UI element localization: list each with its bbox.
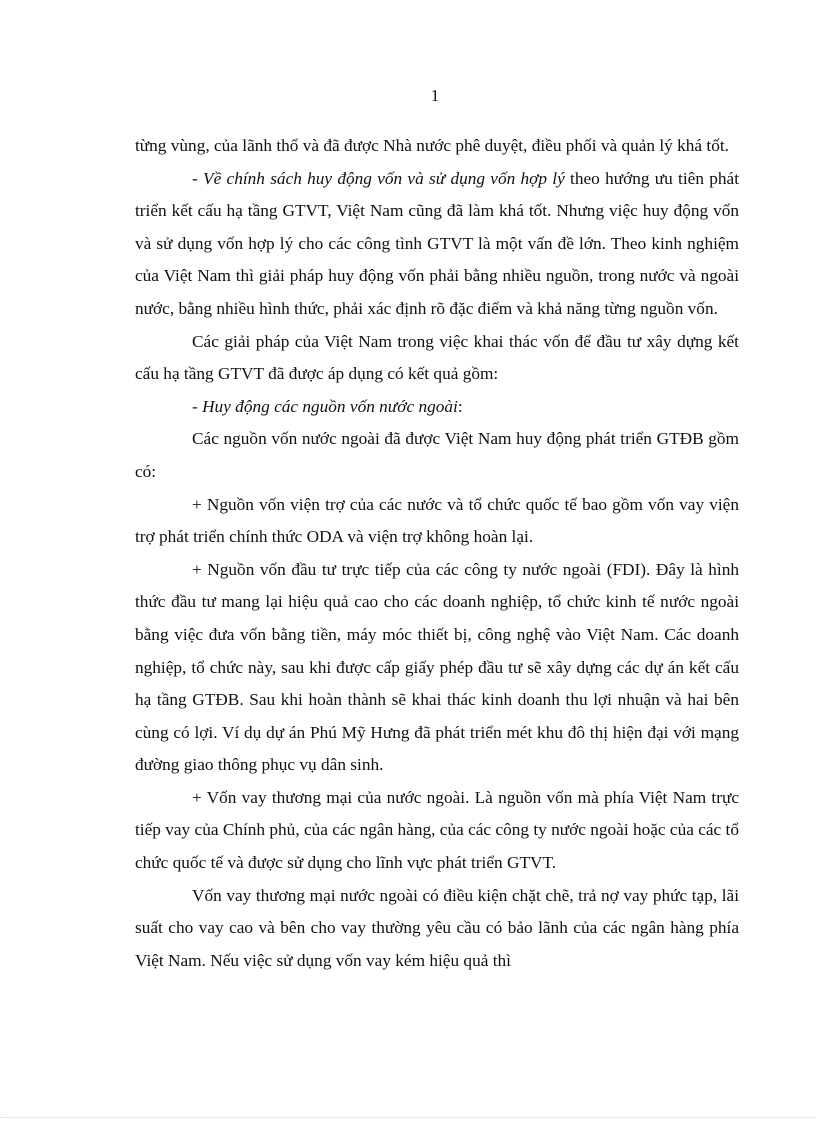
paragraph-text: + Nguồn vốn đầu tư trực tiếp của các công ty nước ngoài (FDI). Đây là hình thức đầu tư mang lại hiệu quả cao cho các doanh nghiệp, tổ chức kinh tế nước ngoài bằng việc đưa vốn bằng tiền, máy móc thiết bị, công nghệ vào Việt Nam. Các doanh nghiệp, tổ chức này, sau khi được cấp giấy phép đầu tư sẽ xây dựng các dự án kết cấu hạ tầng GTĐB. Sau khi hoàn thành sẽ khai thác kinh doanh thu lợi nhuận và hai bên cùng có lợi. Ví dụ dự án Phú Mỹ Hưng đã phát triển mét khu đô thị hiện đại với mạng đường giao thông phục vụ dân sinh. bbox=[135, 559, 739, 775]
paragraph bbox=[135, 782, 739, 880]
italic-heading-text: - Về chính sách huy động vốn và sử dụng vốn hợp lý bbox=[192, 168, 565, 188]
paragraph-text: + Vốn vay thương mại của nước ngoài. Là nguồn vốn mà phía Việt Nam trực tiếp vay của Chính phủ, của các ngân hàng, của các công ty nước ngoài hoặc của các tổ chức quốc tế và được sử dụng cho lĩnh vực phát triển GTVT. bbox=[135, 787, 739, 873]
paragraph bbox=[135, 489, 739, 554]
paragraph bbox=[135, 326, 739, 391]
italic-heading-text: - Huy động các nguồn vốn nước ngoài bbox=[192, 396, 458, 416]
paragraph-text: : bbox=[457, 396, 463, 416]
paragraph bbox=[135, 391, 739, 424]
paragraph-text: Các giải pháp của Việt Nam trong việc khai thác vốn để đầu tư xây dựng kết cấu hạ tầng GTVT đã được áp dụng có kết quả gồm: bbox=[135, 331, 739, 384]
page-bottom-divider bbox=[0, 1117, 816, 1118]
paragraph-text: từng vùng, của lãnh thổ và đã được Nhà nước phê duyệt, điều phối và quản lý khá tốt. bbox=[135, 136, 729, 155]
paragraph bbox=[135, 130, 739, 163]
document-body bbox=[135, 130, 739, 977]
paragraph-text: Các nguồn vốn nước ngoài đã được Việt Nam huy động phát triển GTĐB gồm có: bbox=[135, 429, 739, 481]
paragraph-text: Vốn vay thương mại nước ngoài có điều kiện chặt chẽ, trả nợ vay phức tạp, lãi suất cho vay cao và bên cho vay thường yêu cầu có bảo lãnh của các ngân hàng phía Việt Nam. Nếu việc sử dụng vốn vay kém hiệu quả thì bbox=[135, 885, 739, 970]
paragraph-text: theo hướng ưu tiên phát triển kết cấu hạ tầng GTVT, Việt Nam cũng đã làm khá tốt. Nhưng việc huy động vốn và sử dụng vốn hợp lý cho các công tình GTVT là một vấn đề lớn. Theo kinh nghiệm của Việt Nam thì giải pháp huy động vốn phải bằng nhiều nguồn, trong nước và ngoài nước, bằng nhiều hình thức, phải xác định rõ đặc điểm và khả năng từng nguồn vốn. bbox=[135, 168, 739, 318]
page-number: 1 bbox=[430, 86, 440, 105]
paragraph-text: + Nguồn vốn viện trợ của các nước và tổ chức quốc tế bao gồm vốn vay viện trợ phát triển chính thức ODA và viện trợ không hoàn lại. bbox=[135, 494, 739, 547]
paragraph bbox=[135, 423, 739, 488]
paragraph bbox=[135, 880, 739, 978]
paragraph bbox=[135, 554, 739, 782]
paragraph bbox=[135, 163, 739, 326]
